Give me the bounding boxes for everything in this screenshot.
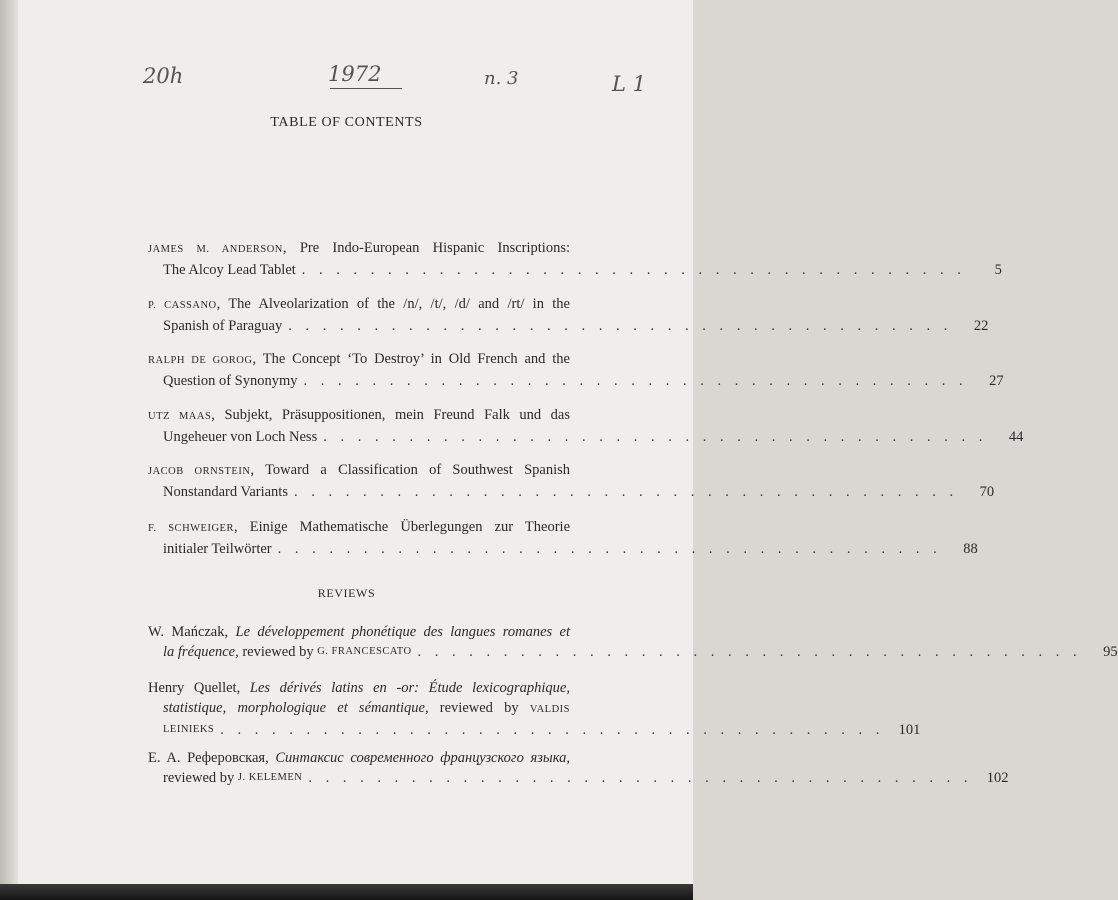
entry-title-line2: The Alcoy Lead Tablet — [163, 262, 296, 278]
handwritten-number: n. 3 — [484, 68, 519, 89]
review-author: W. Mańczak, — [148, 624, 229, 640]
book-spine-shadow — [0, 0, 18, 900]
entry-author: P. CASSANO — [148, 300, 217, 311]
entry-author: RALPH DE GOROG — [148, 355, 253, 366]
bottom-edge — [0, 884, 693, 900]
review-title-line1: Синтаксис современного французского языка, — [275, 750, 571, 766]
review-title-line2: statistique, morphologique et sémantique — [163, 700, 425, 716]
review-entry: Henry Quellet, Les dérivés latins en -or: Étude lexicographique, statistique, morphologique et sémantique, reviewed by VALDIS LEINIEKS . . . . . . . . . . . . . . . . . . . . . . . . . . . . . . . . . . . . . . . 101 — [148, 680, 921, 738]
entry-page: 5 — [994, 262, 1002, 278]
entry-title-line2: Question of Synonymy — [163, 373, 298, 389]
leader-dots: . . . . . . . . . . . . . . . . . . . . . . . . . . . . . . . . . . . . . . . — [323, 429, 988, 445]
handwritten-year: 1972 — [328, 62, 382, 86]
review-entry — [148, 748, 1009, 788]
entry-page: 27 — [989, 373, 1004, 389]
toc-entry: F. SCHWEIGER, Einige Mathematische Überlegungen zur Theorie initialer Teilwörter . . . . . . . . . . . . . . . . . . . . . . . . . . . . . . . . . . . . . . . 88 — [148, 519, 978, 557]
review-entry: W. Mańczak, Le développement phonétique des langues romanes et la fréquence , reviewed by G. FRANCESCATO . . . . . . . . . . . . . . . . . . . . . . . . . . . . . . . . . . . . . . . 95 — [148, 624, 1118, 660]
toc-entry: UTZ MAAS, Subjekt, Präsuppositionen, mein Freund Falk und das Ungeheuer von Loch Ness . . . . . . . . . . . . . . . . . . . . . . . . . . . . . . . . . . . . . . . 44 — [148, 407, 1024, 445]
handwritten-right: L 1 — [612, 72, 646, 96]
reviewer: G. FRANCESCATO — [317, 646, 412, 657]
reviewed-by: reviewed by — [163, 770, 235, 786]
review-page: 102 — [986, 770, 1009, 786]
leader-dots: . . . . . . . . . . . . . . . . . . . . . . . . . . . . . . . . . . . . . . . — [277, 541, 942, 557]
review-title-line1: Le développement phonétique des langues romanes et — [235, 624, 570, 640]
entry-author: F. SCHWEIGER — [148, 523, 234, 534]
entry-author: JACOB ORNSTEIN — [148, 466, 251, 477]
entry-title-line2: Nonstandard Variants — [163, 484, 288, 500]
toc-entry: JACOB ORNSTEIN, Toward a Classification of Southwest Spanish Nonstandard Variants . . . . . . . . . . . . . . . . . . . . . . . . . . . . . . . . . . . . . . . 70 — [148, 462, 995, 500]
entry-title-line1: Pre Indo-European Hispanic Inscriptions: — [299, 240, 571, 256]
entry-title-line1: Subjekt, Präsuppositionen, mein Freund Falk und das — [224, 407, 570, 423]
reviewer-first: VALDIS — [529, 704, 570, 715]
reviewer-last: LEINIEKS — [163, 724, 215, 735]
entry-page: 70 — [979, 484, 995, 500]
reviewer: J. KELEMEN — [237, 772, 303, 783]
page-title: TABLE OF CONTENTS — [270, 115, 423, 130]
reviews-heading: REVIEWS — [317, 586, 376, 600]
leader-dots: . . . . . . . . . . . . . . . . . . . . . . . . . . . . . . . . . . . . . . . — [303, 373, 968, 389]
entry-title-line1: The Alveolarization of the /n/, /t/, /d/ and /rt/ in the — [228, 296, 570, 312]
handwritten-left: 20h — [143, 64, 184, 88]
entry-page: 88 — [963, 541, 978, 557]
entry-author: UTZ MAAS — [148, 411, 212, 422]
toc-entry: RALPH DE GOROG, The Concept ‘To Destroy’ in Old French and the Question of Synonymy . . . . . . . . . . . . . . . . . . . . . . . . . . . . . . . . . . . . . . . 27 — [148, 351, 1004, 389]
entry-title-line2: initialer Teilwörter — [163, 541, 272, 557]
entry-title-line1: Einige Mathematische Überlegungen zur Theorie — [249, 519, 571, 535]
entry-title-line1: Toward a Classification of Southwest Spanish — [265, 462, 570, 478]
review-page: 95 — [1103, 644, 1118, 660]
entry-page: 44 — [1008, 429, 1024, 445]
leader-dots: . . . . . . . . . . . . . . . . . . . . . . . . . . . . . . . . . . . . . . . — [308, 770, 973, 786]
leader-dots: . . . . . . . . . . . . . . . . . . . . . . . . . . . . . . . . . . . . . . . — [417, 644, 1082, 660]
review-title-line2: la fréquence — [163, 644, 236, 660]
review-author: Henry Quellet, — [148, 680, 241, 696]
entry-title-line2: Ungeheuer von Loch Ness — [163, 429, 318, 445]
toc-entry: JAMES M. ANDERSON, Pre Indo-European Hispanic Inscriptions: The Alcoy Lead Tablet . . . . . . . . . . . . . . . . . . . . . . . . . . . . . . . . . . . . . . . 5 — [148, 240, 1002, 278]
leader-dots: . . . . . . . . . . . . . . . . . . . . . . . . . . . . . . . . . . . . . . . — [293, 484, 959, 500]
entry-author: JAMES M. ANDERSON — [148, 244, 283, 255]
entry-title-line2: Spanish of Paraguay — [163, 318, 283, 334]
review-title-line1: Les dérivés latins en -or: Étude lexicographique, — [249, 680, 570, 696]
toc-entry: P. CASSANO, The Alveolarization of the /n/, /t/, /d/ and /rt/ in the Spanish of Paraguay . . . . . . . . . . . . . . . . . . . . . . . . . . . . . . . . . . . . . . . 22 — [148, 296, 989, 334]
leader-dots: . . . . . . . . . . . . . . . . . . . . . . . . . . . . . . . . . . . . . . . — [301, 262, 966, 278]
leader-dots: . . . . . . . . . . . . . . . . . . . . . . . . . . . . . . . . . . . . . . . — [288, 318, 953, 334]
review-page: 101 — [898, 722, 921, 738]
handwritten-underline — [330, 88, 402, 89]
reviewed-by: reviewed by — [242, 644, 314, 660]
entry-title-line1: The Concept ‘To Destroy’ in Old French and the — [262, 351, 570, 367]
review-author: E. A. Рeферовская, — [148, 750, 269, 766]
reviewed-by: reviewed by — [439, 700, 519, 716]
leader-dots: . . . . . . . . . . . . . . . . . . . . . . . . . . . . . . . . . . . . . . . — [220, 722, 885, 738]
entry-page: 22 — [973, 318, 989, 334]
